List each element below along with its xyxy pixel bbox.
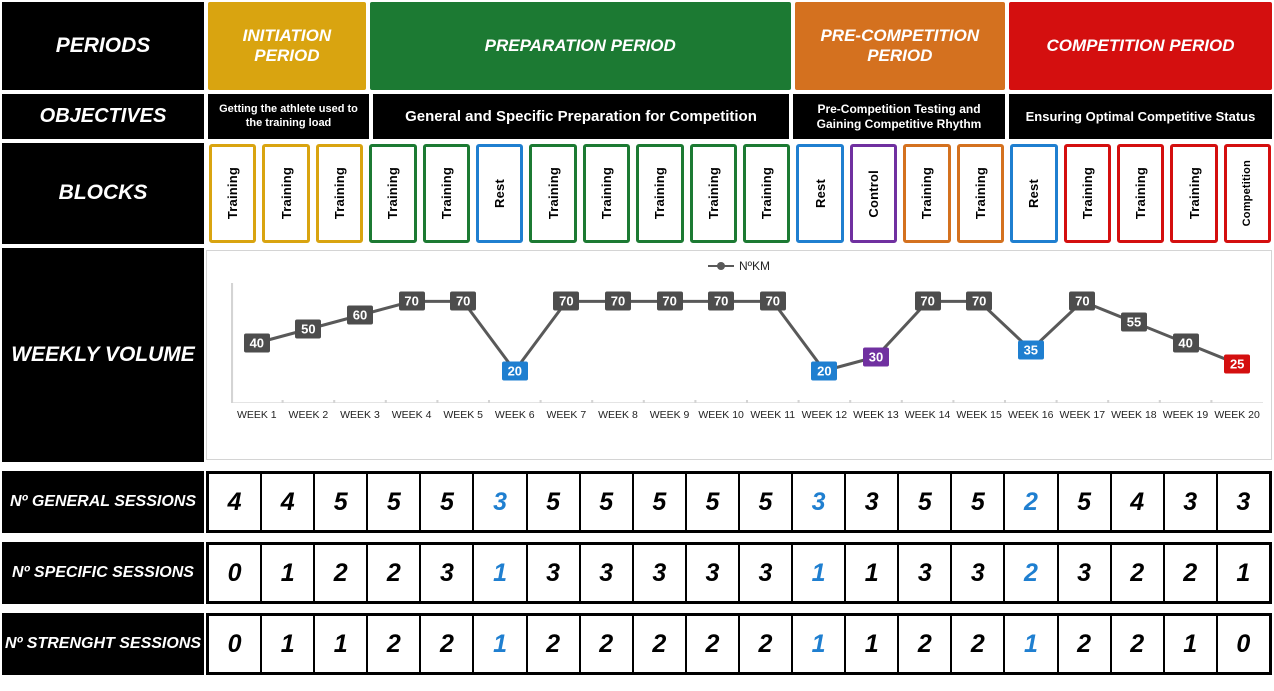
chart-point-label-17: 70 <box>1069 292 1095 311</box>
chart-point-label-14: 70 <box>915 292 941 311</box>
strength-sessions-cell-12: 1 <box>792 613 845 675</box>
strength-sessions-cell-14: 2 <box>898 613 951 675</box>
objectives-row-label: OBJECTIVES <box>0 92 206 141</box>
general-sessions-cell-1: 4 <box>206 471 261 533</box>
x-tick-label-5: WEEK 5 <box>443 409 484 421</box>
general-sessions-cell-18: 4 <box>1111 471 1164 533</box>
block-label: Training <box>438 167 454 220</box>
block-cell-19 <box>1170 144 1217 243</box>
general-sessions-cell-9: 5 <box>633 471 686 533</box>
chart-point-label-7: 70 <box>553 292 579 311</box>
strength-sessions-cell-15: 2 <box>951 613 1004 675</box>
general-sessions-cell-20: 3 <box>1217 471 1272 533</box>
x-tick-label-1: WEEK 1 <box>236 409 277 421</box>
block-cell-12 <box>796 144 843 243</box>
block-label: Control <box>866 169 882 218</box>
general-sessions-row-label: Nº GENERAL SESSIONS <box>0 469 206 535</box>
block-label: Training <box>1186 167 1202 220</box>
specific-sessions-row <box>0 540 1274 606</box>
period-cell-2: PREPARATION PERIOD <box>368 0 793 92</box>
block-cell-13 <box>850 144 897 243</box>
period-cell-3: PRE-COMPETITION PERIOD <box>793 0 1007 92</box>
general-sessions-cell-2: 4 <box>261 471 314 533</box>
x-tick-label-8: WEEK 8 <box>598 409 638 421</box>
specific-sessions-cell-20: 1 <box>1217 542 1272 604</box>
legend-marker-icon <box>708 265 734 267</box>
objective-cell-3: Pre-Competition Testing and Gaining Competitive Rhythm <box>791 92 1007 141</box>
block-cell-5 <box>423 144 470 243</box>
strength-sessions-cell-16: 1 <box>1004 613 1057 675</box>
general-sessions-cell-7: 5 <box>527 471 580 533</box>
block-cell-7 <box>529 144 576 243</box>
general-sessions-cell-16: 2 <box>1004 471 1057 533</box>
block-label: Rest <box>1026 179 1042 208</box>
x-tick-label-7: WEEK 7 <box>546 409 587 421</box>
specific-sessions-cell-3: 2 <box>314 542 367 604</box>
block-label: Training <box>332 167 348 220</box>
block-cell-15 <box>957 144 1004 243</box>
block-label: Training <box>919 167 935 220</box>
strength-sessions-row <box>0 611 1274 677</box>
strength-sessions-cell-10: 2 <box>686 613 739 675</box>
block-cell-20 <box>1224 144 1271 243</box>
x-tick-label-20: WEEK 20 <box>1214 409 1260 421</box>
objectives-row <box>0 92 1274 141</box>
strength-sessions-cell-17: 2 <box>1058 613 1111 675</box>
specific-sessions-cell-7: 3 <box>527 542 580 604</box>
specific-sessions-cell-6: 1 <box>473 542 526 604</box>
chart-point-label-1: 40 <box>244 334 270 353</box>
specific-sessions-cells <box>206 540 1274 606</box>
periods-row <box>0 0 1274 92</box>
legend-label: NºKM <box>738 259 771 273</box>
block-label: Training <box>225 167 241 220</box>
block-cell-8 <box>583 144 630 243</box>
chart-point-label-2: 50 <box>295 320 321 339</box>
block-label: Rest <box>812 179 828 208</box>
specific-sessions-row-label: Nº SPECIFIC SESSIONS <box>0 540 206 606</box>
objective-cell-4: Ensuring Optimal Competitive Status <box>1007 92 1274 141</box>
x-tick-label-13: WEEK 13 <box>853 409 899 421</box>
strength-sessions-cell-6: 1 <box>473 613 526 675</box>
x-tick-label-6: WEEK 6 <box>494 409 535 421</box>
x-tick-label-11: WEEK 11 <box>750 409 796 421</box>
periods-cells <box>206 0 1274 92</box>
x-tick-label-4: WEEK 4 <box>391 409 432 421</box>
block-label: Competition <box>1241 160 1254 227</box>
strength-sessions-cells <box>206 611 1274 677</box>
x-tick-label-16: WEEK 16 <box>1007 409 1054 421</box>
specific-sessions-cell-18: 2 <box>1111 542 1164 604</box>
block-cell-3 <box>316 144 363 243</box>
general-sessions-cell-5: 5 <box>420 471 473 533</box>
x-tick-label-19: WEEK 19 <box>1162 409 1209 421</box>
general-sessions-cells <box>206 469 1274 535</box>
chart-point-label-12: 20 <box>811 361 837 380</box>
specific-sessions-cell-17: 3 <box>1058 542 1111 604</box>
block-label: Training <box>545 167 561 220</box>
strength-sessions-cell-11: 2 <box>739 613 792 675</box>
strength-sessions-cell-8: 2 <box>580 613 633 675</box>
objective-cell-1: Getting the athlete used to the training load <box>206 92 371 141</box>
general-sessions-cell-11: 5 <box>739 471 792 533</box>
x-tick-label-17: WEEK 17 <box>1059 409 1106 421</box>
general-sessions-cell-13: 3 <box>845 471 898 533</box>
general-sessions-cell-14: 5 <box>898 471 951 533</box>
block-cell-2 <box>262 144 309 243</box>
specific-sessions-cell-10: 3 <box>686 542 739 604</box>
chart-point-label-6: 20 <box>502 361 528 380</box>
general-sessions-cell-17: 5 <box>1058 471 1111 533</box>
x-tick-label-9: WEEK 9 <box>649 409 690 421</box>
general-sessions-cell-19: 3 <box>1164 471 1217 533</box>
weekly-volume-chart <box>206 250 1272 460</box>
strength-sessions-cell-2: 1 <box>261 613 314 675</box>
block-label: Training <box>599 167 615 220</box>
block-cell-14 <box>903 144 950 243</box>
specific-sessions-cell-19: 2 <box>1164 542 1217 604</box>
strength-sessions-cell-1: 0 <box>206 613 261 675</box>
strength-sessions-cell-5: 2 <box>420 613 473 675</box>
specific-sessions-cell-2: 1 <box>261 542 314 604</box>
x-tick-label-15: WEEK 15 <box>956 409 1002 421</box>
general-sessions-cell-10: 5 <box>686 471 739 533</box>
chart-point-label-10: 70 <box>708 292 734 311</box>
chart-point-label-16: 35 <box>1018 340 1044 359</box>
block-label: Training <box>385 167 401 220</box>
chart-legend <box>207 259 1271 273</box>
block-label: Training <box>278 167 294 220</box>
strength-sessions-cell-18: 2 <box>1111 613 1164 675</box>
general-sessions-cell-4: 5 <box>367 471 420 533</box>
strength-sessions-cell-4: 2 <box>367 613 420 675</box>
strength-sessions-cell-13: 1 <box>845 613 898 675</box>
specific-sessions-cell-1: 0 <box>206 542 261 604</box>
strength-sessions-cell-9: 2 <box>633 613 686 675</box>
x-tick-label-3: WEEK 3 <box>340 409 380 421</box>
chart-point-label-11: 70 <box>760 292 786 311</box>
strength-sessions-row-label: Nº STRENGHT SESSIONS <box>0 611 206 677</box>
block-cell-16 <box>1010 144 1057 243</box>
specific-sessions-cell-4: 2 <box>367 542 420 604</box>
block-label: Training <box>1133 167 1149 220</box>
strength-sessions-cell-20: 0 <box>1217 613 1272 675</box>
chart-point-label-3: 60 <box>347 306 373 325</box>
general-sessions-cell-15: 5 <box>951 471 1004 533</box>
weekly-volume-row <box>0 246 1274 464</box>
x-tick-label-14: WEEK 14 <box>904 409 951 421</box>
chart-point-label-13: 30 <box>863 347 889 366</box>
chart-x-axis-labels <box>231 407 1263 451</box>
block-label: Training <box>759 167 775 220</box>
strength-sessions-cell-7: 2 <box>527 613 580 675</box>
weekly-volume-row-label: WEEKLY VOLUME <box>0 246 206 464</box>
specific-sessions-cell-13: 1 <box>845 542 898 604</box>
block-cell-18 <box>1117 144 1164 243</box>
block-label: Training <box>1079 167 1095 220</box>
chart-point-label-19: 40 <box>1173 334 1199 353</box>
specific-sessions-cell-8: 3 <box>580 542 633 604</box>
specific-sessions-cell-5: 3 <box>420 542 473 604</box>
block-cell-17 <box>1064 144 1111 243</box>
specific-sessions-cell-9: 3 <box>633 542 686 604</box>
objectives-cells <box>206 92 1274 141</box>
chart-point-label-15: 70 <box>966 292 992 311</box>
specific-sessions-cell-14: 3 <box>898 542 951 604</box>
blocks-row <box>0 141 1274 246</box>
general-sessions-row <box>0 469 1274 535</box>
chart-point-label-9: 70 <box>657 292 683 311</box>
chart-point-label-4: 70 <box>399 292 425 311</box>
chart-point-label-8: 70 <box>605 292 631 311</box>
block-label: Rest <box>492 179 508 208</box>
x-tick-label-12: WEEK 12 <box>801 409 848 421</box>
block-cell-6 <box>476 144 523 243</box>
x-tick-label-18: WEEK 18 <box>1111 409 1157 421</box>
period-cell-1: INITIATION PERIOD <box>206 0 368 92</box>
objective-cell-2: General and Specific Preparation for Competition <box>371 92 791 141</box>
blocks-row-label: BLOCKS <box>0 141 206 246</box>
chart-point-label-18: 55 <box>1121 313 1147 332</box>
strength-sessions-cell-3: 1 <box>314 613 367 675</box>
general-sessions-cell-8: 5 <box>580 471 633 533</box>
period-cell-4: COMPETITION PERIOD <box>1007 0 1274 92</box>
x-tick-label-2: WEEK 2 <box>288 409 329 421</box>
block-cell-1 <box>209 144 256 243</box>
chart-point-label-5: 70 <box>450 292 476 311</box>
weekly-volume-body <box>206 246 1274 464</box>
block-cell-9 <box>636 144 683 243</box>
x-tick-label-10: WEEK 10 <box>698 409 744 421</box>
specific-sessions-cell-15: 3 <box>951 542 1004 604</box>
block-label: Training <box>972 167 988 220</box>
chart-line-svg <box>231 283 1263 403</box>
chart-plot-area <box>231 283 1263 403</box>
periods-row-label: PERIODS <box>0 0 206 92</box>
specific-sessions-cell-16: 2 <box>1004 542 1057 604</box>
general-sessions-cell-6: 3 <box>473 471 526 533</box>
chart-point-label-20: 25 <box>1224 354 1250 373</box>
blocks-cells <box>206 141 1274 246</box>
block-label: Training <box>652 167 668 220</box>
specific-sessions-cell-11: 3 <box>739 542 792 604</box>
strength-sessions-cell-19: 1 <box>1164 613 1217 675</box>
block-label: Training <box>705 167 721 220</box>
block-cell-10 <box>690 144 737 243</box>
general-sessions-cell-3: 5 <box>314 471 367 533</box>
general-sessions-cell-12: 3 <box>792 471 845 533</box>
block-cell-4 <box>369 144 416 243</box>
block-cell-11 <box>743 144 790 243</box>
specific-sessions-cell-12: 1 <box>792 542 845 604</box>
